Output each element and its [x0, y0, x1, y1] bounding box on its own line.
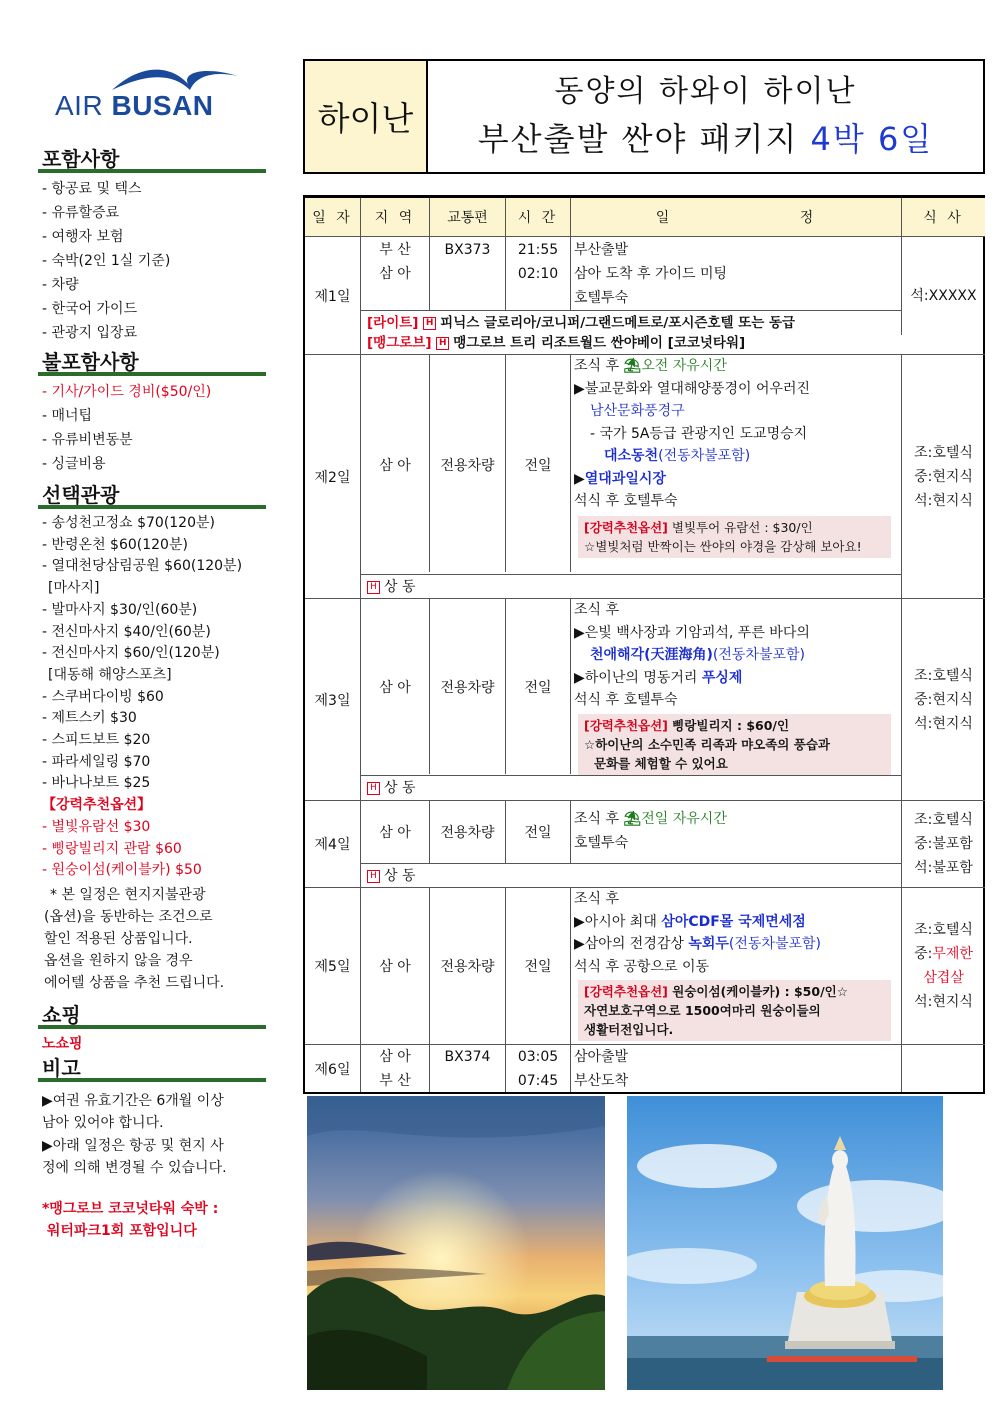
sun-icon: ⛱ — [623, 811, 642, 827]
day1-hotel-mangrove: [맹그로브] H 맹그로브 트리 리조트월드 싼야베이 [코코넛타워] — [367, 335, 746, 351]
remarks-body: ▶여권 유효기간은 6개월 이상 남아 있어야 합니다. ▶아래 일정은 항공 및 현지 사 정에 의해 변경될 수 있습니다. *맹그로브 코코넛타워 숙박 : 워터파크1회 포함입니다 — [42, 1092, 227, 1240]
day3-label: 제3일 — [314, 692, 351, 709]
list-item: - 항공료 및 텍스 — [42, 181, 142, 197]
includes-list — [38, 177, 266, 345]
day1-time-1: 21:55 — [517, 242, 559, 258]
title-line-2: 부산출발 싼야 패키지 4박 6일 — [477, 119, 934, 158]
day1-hotel-lite: [라이트] H 피닉스 글로리아/코니퍼/그랜드메트로/포시즌호텔 또는 동급 — [367, 315, 796, 331]
day2-label: 제2일 — [314, 469, 351, 486]
day5-transport: 전용차량 — [440, 959, 495, 975]
day1-time-2: 02:10 — [517, 266, 559, 282]
day2-transport: 전용차량 — [440, 457, 495, 474]
title-area — [428, 61, 983, 172]
day5-option-box: [강력추천옵션] 원숭이섬(케이블카) : $50/인☆ 자연보호구역으로 1500여마리 원숭이들의 생활터전입니다. — [578, 980, 891, 1041]
day5-schedule: 조식 후 ▶아시아 최대 삼아CDF몰 국제면세점 ▶삼아의 전경감상 녹회두(전동차불포함) 석식 후 공항으로 이동 [강력추천옵션] 원숭이섬(케이블카) : $50/인☆ 자연보호구역으로 1500여마리 원숭이들의 생활터전입니다. — [571, 888, 901, 1041]
day4-meals: 조:호텔식 중:불포함 석:불포함 — [914, 812, 973, 876]
list-item: - 전신마사지 $40/인(60분) — [42, 623, 211, 640]
header-schedule: 일 정 — [571, 198, 901, 237]
day2-meals: 조:호텔식 중:현지식 석:현지식 — [914, 445, 973, 509]
list-item: - 발마사지 $30/인(60분) — [42, 601, 198, 618]
day5-region: 삼 아 — [379, 959, 411, 975]
list-item: - 유류할증료 — [42, 205, 120, 221]
title-box — [303, 59, 985, 174]
list-item: - 별빛유람선 $30 — [42, 818, 151, 835]
list-item: - 삥랑빌리지 관람 $60 — [42, 840, 182, 857]
sunset-coast-photo — [307, 1096, 605, 1390]
day1-schedule: 부산출발 삼아 도착 후 가이드 미팅 호텔투숙 — [574, 242, 728, 306]
day1-meal: 석:XXXXX — [910, 288, 977, 304]
list-item: - 스쿠버다이빙 $60 — [42, 688, 164, 705]
list-item: - 전신마사지 $60/인(120분) — [42, 645, 220, 662]
header-meal: 식 사 — [902, 198, 985, 237]
excludes-list — [38, 380, 266, 476]
logo-text: AIR BUSAN — [55, 90, 214, 121]
guanyin-statue-photo — [627, 1096, 943, 1390]
list-item: - 관광지 입장료 — [42, 325, 138, 341]
list-item: - 스피드보트 $20 — [42, 732, 151, 749]
day4-schedule: 조식 후 ⛱전일 자유시간 호텔투숙 — [574, 811, 727, 851]
day6-region-2: 부 산 — [379, 1072, 411, 1089]
hotel-icon: H — [436, 337, 449, 350]
day6-schedule: 삼아출발 부산도착 — [574, 1049, 629, 1089]
day5-label: 제5일 — [314, 959, 351, 975]
day3-option-box: [강력추천옵션] 삥랑빌리지 : $60/인 ☆하이난의 소수민족 리족과 먀오족의 풍습과 문화를 체험할 수 있어요 — [578, 714, 891, 775]
list-item: - 반령온천 $60(120분) — [42, 536, 188, 553]
day6-time-1: 03:05 — [517, 1048, 559, 1065]
itinerary-table — [303, 195, 985, 1094]
list-item: - 유류비변동분 — [42, 432, 133, 448]
day3-schedule: 조식 후 ▶은빛 백사장과 기암괴석, 푸른 바다의 천애해각(天涯海角)(전동차불포함) ▶하이난의 명동거리 푸싱제 석식 후 호텔투숙 [강력추천옵션] 삥랑빌리지 : $60/인 ☆하이난의 소수민족 리족과 먀오족의 풍습과 문화를 체험할 수 있어요 — [571, 599, 901, 775]
list-item: - 싱글비용 — [42, 456, 106, 472]
shopping-title: 쇼핑 — [38, 1002, 266, 1029]
day1-flight: BX373 — [444, 242, 491, 258]
header-region: 지 역 — [361, 198, 429, 237]
list-item: - 파라세일링 $70 — [42, 753, 151, 770]
day4-time: 전일 — [524, 825, 552, 841]
day3-time: 전일 — [524, 680, 552, 696]
day6-flight: BX374 — [444, 1049, 491, 1065]
list-item: - 바나나보트 $25 — [42, 775, 151, 792]
hotel-icon: H — [367, 870, 380, 883]
day1-region-2: 삼 아 — [379, 266, 411, 282]
title-line-1: 동양의 하와이 하이난 — [554, 73, 857, 109]
header-day: 일 자 — [305, 198, 360, 237]
day6-region-1: 삼 아 — [379, 1048, 411, 1065]
header-transport: 교통편 — [430, 198, 505, 237]
list-item: - 제트스키 $30 — [42, 710, 137, 727]
options-note: * 본 일정은 현지지불관광 (옵션)을 동반하는 조건으로 할인 적용된 상품입니다. 옵션을 원하지 않을 경우 에어텔 상품을 추천 드립니다. — [44, 886, 225, 991]
day5-time: 전일 — [524, 959, 552, 975]
hotel-icon: H — [367, 782, 380, 795]
options-list — [38, 513, 266, 882]
list-item: - 매너팁 — [42, 408, 93, 424]
day2-time: 전일 — [524, 457, 552, 474]
excludes-title: 불포함사항 — [38, 349, 266, 376]
day2-region: 삼 아 — [379, 457, 411, 474]
recommended-title: 【강력추천옵션】 — [42, 797, 152, 814]
list-item: [대동해 해양스포츠] — [48, 666, 172, 683]
list-item: - 여행자 보험 — [42, 229, 124, 245]
sun-icon: ⛱ — [623, 358, 642, 374]
list-item: - 송성천고정쇼 $70(120분) — [42, 515, 215, 531]
list-item: - 기사/가이드 경비($50/인) — [42, 384, 212, 400]
day1-label: 제1일 — [314, 289, 351, 305]
air-busan-logo — [55, 62, 240, 124]
remarks-title: 비고 — [38, 1055, 266, 1082]
day3-region: 삼 아 — [379, 680, 411, 696]
day2-option-box: [강력추천옵션] 별빛투어 유람선 : $30/인 ☆별빛처럼 반짝이는 싼야의 야경을 감상해 보아요! — [578, 516, 891, 558]
list-item: - 열대천당삼림공원 $60(120분) — [42, 558, 243, 575]
list-item: - 차량 — [42, 277, 79, 293]
list-item: [마사지] — [48, 580, 100, 597]
day3-hotel: H 상 동 — [361, 776, 416, 800]
hotel-icon: H — [423, 317, 436, 330]
header-time: 시 간 — [506, 198, 570, 237]
list-item: - 한국어 가이드 — [42, 301, 138, 317]
day6-label: 제6일 — [314, 1061, 351, 1078]
day4-transport: 전용차량 — [440, 825, 495, 841]
day3-meals: 조:호텔식 중:현지식 석:현지식 — [914, 667, 973, 732]
day6-time-2: 07:45 — [517, 1072, 559, 1089]
day1-region-1: 부 산 — [379, 242, 411, 258]
day2-hotel: H 상 동 — [361, 575, 416, 599]
day3-transport: 전용차량 — [440, 680, 495, 696]
includes-title: 포함사항 — [38, 146, 266, 173]
destination-label: 하이난 — [305, 61, 428, 172]
left-sidebar — [38, 146, 266, 1243]
day4-label: 제4일 — [314, 837, 351, 853]
day2-schedule: 조식 후 ⛱오전 자유시간 ▶불교문화와 열대해양풍경이 어우러진 남산문화풍경구 - 국가 5A등급 관광지인 도교명승지 대소동천(전동차불포함) ▶열대과일시장 석식 후 호텔투숙 [강력추천옵션] 별빛투어 유람선 : $30/인 ☆별빛처럼 반짝이는 싼야의 야경을 감상해 보아요! — [571, 355, 901, 558]
day5-meals: 조:호텔식 중:무제한 삼겹살 석:현지식 — [914, 922, 973, 1010]
day4-hotel: H 상 동 — [361, 864, 416, 888]
hotel-icon: H — [367, 581, 380, 594]
day4-region: 삼 아 — [379, 825, 411, 841]
options-title: 선택관광 — [38, 482, 266, 509]
shopping-value: 노쇼핑 — [42, 1035, 83, 1052]
list-item: - 원숭이섬(케이블카) $50 — [42, 862, 202, 879]
list-item: - 숙박(2인 1실 기준) — [42, 253, 171, 269]
